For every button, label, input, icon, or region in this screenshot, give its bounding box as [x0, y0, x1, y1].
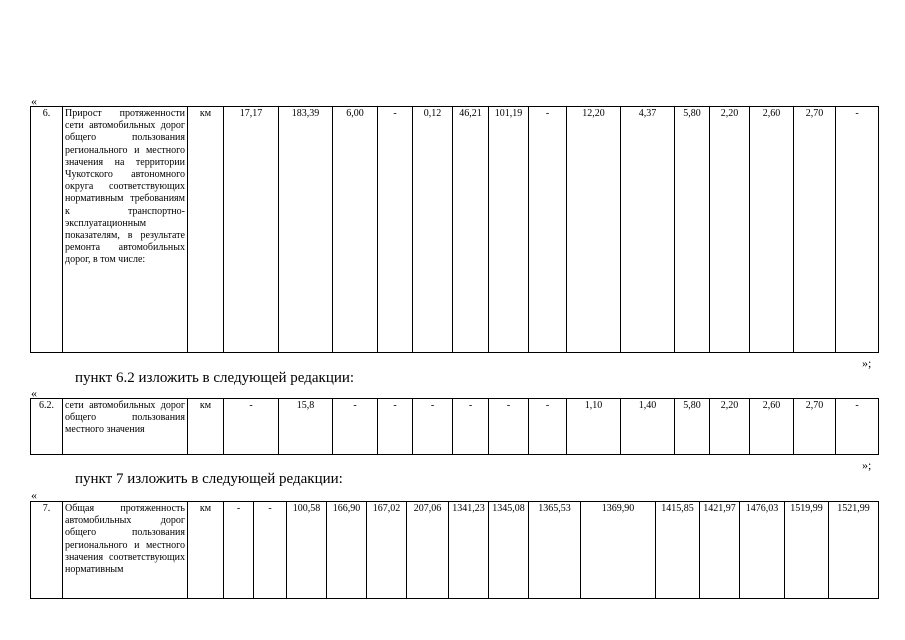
value-cell: 2,70: [794, 107, 836, 353]
value-cell: -: [836, 107, 879, 353]
value-cell: 1476,03: [740, 502, 785, 599]
value-cell: -: [378, 399, 413, 455]
row-number: 6.2.: [31, 399, 63, 455]
value-cell: 1365,53: [529, 502, 581, 599]
value-cell: -: [333, 399, 378, 455]
open-quote-1: «: [31, 94, 37, 108]
value-cell: 0,12: [413, 107, 453, 353]
value-cell: 166,90: [327, 502, 367, 599]
row-unit: км: [188, 502, 224, 599]
value-cell: 46,21: [453, 107, 489, 353]
table-item-7: [30, 501, 879, 599]
value-cell: -: [529, 399, 567, 455]
value-cell: 2,70: [794, 399, 836, 455]
value-cell: 1519,99: [785, 502, 829, 599]
value-cell: -: [224, 502, 254, 599]
value-cell: 6,00: [333, 107, 378, 353]
value-cell: 5,80: [675, 107, 710, 353]
value-cell: 15,8: [279, 399, 333, 455]
value-cell: 1345,08: [489, 502, 529, 599]
value-cell: 1521,99: [829, 502, 879, 599]
instruction-7: пункт 7 изложить в следующей редакции:: [75, 471, 343, 487]
value-cell: 5,80: [675, 399, 710, 455]
value-cell: 1415,85: [656, 502, 700, 599]
row-description: Общая протяженность автомобильных дорог общего пользования регионального и местного значения соответствующих нормативным: [63, 502, 188, 599]
open-quote-3: «: [31, 488, 37, 502]
value-cell: 12,20: [567, 107, 621, 353]
value-cell: 1421,97: [700, 502, 740, 599]
value-cell: 4,37: [621, 107, 675, 353]
value-cell: -: [378, 107, 413, 353]
table-item-6: [30, 106, 879, 353]
row-number: 6.: [31, 107, 63, 353]
value-cell: 1,40: [621, 399, 675, 455]
value-cell: 101,19: [489, 107, 529, 353]
value-cell: 100,58: [287, 502, 327, 599]
value-cell: 167,02: [367, 502, 407, 599]
row-number: 7.: [31, 502, 63, 599]
value-cell: -: [413, 399, 453, 455]
value-cell: 2,60: [750, 107, 794, 353]
value-cell: 1369,90: [581, 502, 656, 599]
open-quote-2: «: [31, 386, 37, 400]
value-cell: -: [254, 502, 287, 599]
value-cell: 17,17: [224, 107, 279, 353]
instruction-6-2: пункт 6.2 изложить в следующей редакции:: [75, 370, 355, 386]
value-cell: -: [836, 399, 879, 455]
table-item-6-2: [30, 398, 879, 455]
value-cell: 183,39: [279, 107, 333, 353]
row-unit: км: [188, 399, 224, 455]
value-cell: -: [489, 399, 529, 455]
close-quote-1: »;: [862, 356, 872, 370]
value-cell: 2,20: [710, 399, 750, 455]
value-cell: 1,10: [567, 399, 621, 455]
value-cell: -: [529, 107, 567, 353]
close-quote-2: »;: [862, 458, 872, 472]
row-description: Прирост протяженности сети автомобильных дорог общего пользования регионального и местного значения на территории Чукотского автономного округа соответствующих нормативным требованиям к транспортно-эксплуатационным показателям, в результате ремонта автомобильных дорог, в том числе:: [63, 107, 188, 353]
value-cell: -: [224, 399, 279, 455]
value-cell: 2,60: [750, 399, 794, 455]
value-cell: 207,06: [407, 502, 449, 599]
row-description: сети автомобильных дорог общего пользования местного значения: [63, 399, 188, 455]
value-cell: 1341,23: [449, 502, 489, 599]
row-unit: км: [188, 107, 224, 353]
value-cell: -: [453, 399, 489, 455]
value-cell: 2,20: [710, 107, 750, 353]
